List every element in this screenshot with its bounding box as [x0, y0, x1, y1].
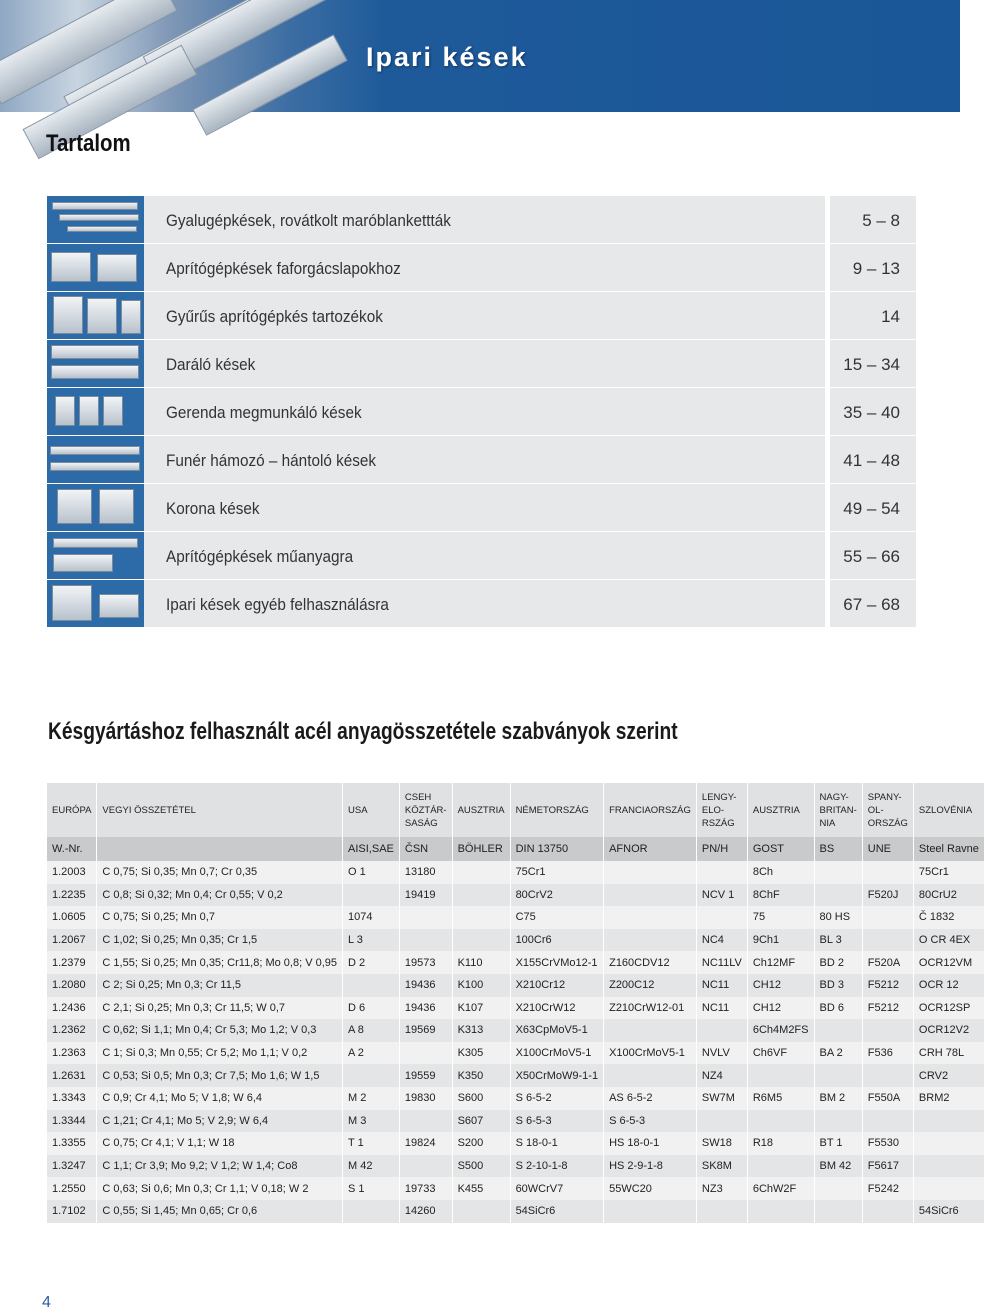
- table-cell: SW18: [696, 1132, 747, 1155]
- country-header-line: USA: [348, 804, 368, 816]
- table-cell: [452, 861, 510, 884]
- table-cell: S 6-5-3: [604, 1110, 697, 1133]
- table-cell: [399, 1110, 452, 1133]
- toc-item-label: Gyűrűs aprítógépkés tartozékok: [166, 307, 383, 326]
- country-header-line: ELO-: [701, 804, 725, 816]
- table-cell: [862, 929, 913, 952]
- table-cell: 19436: [399, 997, 452, 1020]
- table-cell: AS 6-5-2: [604, 1087, 697, 1110]
- table-cell: S 6-5-3: [510, 1110, 604, 1133]
- standard-header-cell: UNE: [862, 837, 913, 861]
- table-cell: [604, 1019, 697, 1042]
- table-cell: 1.0605: [47, 906, 97, 929]
- table-cell: X155CrVMo12-1: [510, 951, 604, 974]
- table-cell: Ch12MF: [747, 951, 814, 974]
- table-cell: C 2,1; Si 0,25; Mn 0,3; Cr 11,5; W 0,7: [97, 997, 343, 1020]
- table-cell: R6M5: [747, 1087, 814, 1110]
- table-cell: 1.2067: [47, 929, 97, 952]
- table-cell: 1.2363: [47, 1042, 97, 1065]
- table-row: [47, 1177, 984, 1200]
- toc-item-pages: 49 – 54: [843, 499, 900, 518]
- table-cell: OCR12V2: [913, 1019, 984, 1042]
- table-cell: [452, 906, 510, 929]
- table-cell: [452, 929, 510, 952]
- table-cell: 75Cr1: [913, 861, 984, 884]
- toc-item-label: Daráló kések: [166, 355, 256, 374]
- table-cell: CH12: [747, 997, 814, 1020]
- toc-thumbnail-photo: [47, 532, 144, 579]
- country-header-line: ORSZÁG: [867, 817, 908, 829]
- table-cell: [862, 1200, 913, 1223]
- table-row: [47, 861, 984, 884]
- country-header-line: EURÓPA: [52, 804, 92, 816]
- table-cell: CH12: [747, 974, 814, 997]
- table-cell: NCV 1: [696, 884, 747, 907]
- toc-item: [47, 340, 916, 388]
- table-row: [47, 997, 984, 1020]
- table-cell: [399, 1155, 452, 1178]
- country-header-line: NÉMETORSZÁG: [515, 804, 589, 816]
- table-cell: 1.3344: [47, 1110, 97, 1133]
- table-cell: BD 2: [814, 951, 862, 974]
- country-header-cell: [97, 783, 343, 837]
- toc-item: [47, 436, 916, 484]
- table-cell: 75Cr1: [510, 861, 604, 884]
- table-cell: 1.2379: [47, 951, 97, 974]
- table-cell: 1.3343: [47, 1087, 97, 1110]
- table-cell: C 0,9; Cr 4,1; Mo 5; V 1,8; W 6,4: [97, 1087, 343, 1110]
- table-cell: F520J: [862, 884, 913, 907]
- table-cell: Z210CrW12-01: [604, 997, 697, 1020]
- table-cell: 6Ch4M2FS: [747, 1019, 814, 1042]
- toc-item: [47, 388, 916, 436]
- standard-header-cell: ČSN: [399, 837, 452, 861]
- table-cell: SW7M: [696, 1087, 747, 1110]
- table-cell: [862, 1019, 913, 1042]
- table-row: [47, 974, 984, 997]
- table-cell: S500: [452, 1155, 510, 1178]
- table-cell: [343, 884, 400, 907]
- country-header-cell: [913, 783, 984, 837]
- table-cell: NC11: [696, 974, 747, 997]
- table-cell: 8Ch: [747, 861, 814, 884]
- table-cell: K313: [452, 1019, 510, 1042]
- table-cell: [814, 1064, 862, 1087]
- table-cell: 19419: [399, 884, 452, 907]
- table-cell: K305: [452, 1042, 510, 1065]
- standard-header-cell: BÖHLER: [452, 837, 510, 861]
- table-row: [47, 929, 984, 952]
- page-header: [0, 0, 960, 112]
- standard-header-cell: DIN 13750: [510, 837, 604, 861]
- toc-thumbnail-photo: [47, 196, 144, 243]
- toc-title: Tartalom: [46, 130, 131, 157]
- table-cell: 19824: [399, 1132, 452, 1155]
- toc-item-pages: 9 – 13: [852, 259, 900, 278]
- table-cell: 9Ch1: [747, 929, 814, 952]
- table-cell: C 1; Si 0,3; Mn 0,55; Cr 5,2; Mo 1,1; V 0,2: [97, 1042, 343, 1065]
- country-header-cell: [604, 783, 697, 837]
- table-cell: [452, 1200, 510, 1223]
- table-cell: BD 6: [814, 997, 862, 1020]
- table-cell: 80 HS: [814, 906, 862, 929]
- table-cell: O CR 4EX: [913, 929, 984, 952]
- country-header-line: NAGY-: [819, 791, 849, 803]
- toc-thumbnail-photo: [47, 580, 144, 627]
- table-row: [47, 1087, 984, 1110]
- table-cell: HS 18-0-1: [604, 1132, 697, 1155]
- table-cell: [399, 1042, 452, 1065]
- standard-header-cell: PN/H: [696, 837, 747, 861]
- country-header-line: SASÁG: [404, 817, 438, 829]
- toc-thumbnail-photo: [47, 340, 144, 387]
- table-cell: F5617: [862, 1155, 913, 1178]
- table-cell: D 2: [343, 951, 400, 974]
- toc-thumbnail-photo: [47, 484, 144, 531]
- table-cell: F550A: [862, 1087, 913, 1110]
- table-cell: S200: [452, 1132, 510, 1155]
- country-header-cell: [510, 783, 604, 837]
- table-cell: X210CrW12: [510, 997, 604, 1020]
- table-cell: 1.3247: [47, 1155, 97, 1178]
- table-cell: NZ4: [696, 1064, 747, 1087]
- header-title: Ipari kések: [366, 42, 528, 72]
- table-cell: L 3: [343, 929, 400, 952]
- country-header-line: CSEH: [404, 791, 432, 803]
- table-cell: [604, 861, 697, 884]
- table-cell: [399, 906, 452, 929]
- table-cell: M 2: [343, 1087, 400, 1110]
- country-header-cell: [862, 783, 913, 837]
- table-cell: [343, 1064, 400, 1087]
- table-cell: C 1,1; Cr 3,9; Mo 9,2; V 1,2; W 1,4; Co8: [97, 1155, 343, 1178]
- table-cell: HS 2-9-1-8: [604, 1155, 697, 1178]
- table-cell: K110: [452, 951, 510, 974]
- table-cell: R18: [747, 1132, 814, 1155]
- table-cell: [696, 1019, 747, 1042]
- table-cell: NVLV: [696, 1042, 747, 1065]
- country-header-line: SZLOVÉNIA: [918, 804, 973, 816]
- table-cell: 1.2362: [47, 1019, 97, 1042]
- table-cell: [862, 1110, 913, 1133]
- table-cell: X100CrMoV5-1: [510, 1042, 604, 1065]
- table-cell: CRH 78L: [913, 1042, 984, 1065]
- table-cell: S607: [452, 1110, 510, 1133]
- table-cell: C 1,02; Si 0,25; Mn 0,35; Cr 1,5: [97, 929, 343, 952]
- table-cell: [604, 884, 697, 907]
- page-number: 4: [42, 1294, 51, 1311]
- country-header-line: OL-: [867, 804, 884, 816]
- toc-thumbnail-photo: [47, 244, 144, 291]
- table-cell: C 0,75; Si 0,35; Mn 0,7; Cr 0,35: [97, 861, 343, 884]
- table-cell: 75: [747, 906, 814, 929]
- table-cell: C 0,75; Cr 4,1; V 1,1; W 18: [97, 1132, 343, 1155]
- table-cell: C 0,75; Si 0,25; Mn 0,7: [97, 906, 343, 929]
- header-knives-photo: [0, 0, 330, 112]
- table-cell: SK8M: [696, 1155, 747, 1178]
- toc-thumbnail-photo: [47, 436, 144, 483]
- toc-item-pages: 14: [881, 307, 900, 326]
- country-header-line: FRANCIAORSZÁG: [609, 804, 691, 816]
- table-cell: [747, 1200, 814, 1223]
- table-cell: 1.2631: [47, 1064, 97, 1087]
- country-header-line: VEGYI ÖSSZETÉTEL: [102, 804, 196, 816]
- toc-item-pages: 67 – 68: [843, 595, 900, 614]
- table-cell: [814, 1200, 862, 1223]
- table-cell: NZ3: [696, 1177, 747, 1200]
- toc-item-label: Aprítógépkések műanyagra: [166, 547, 354, 566]
- table-cell: 19733: [399, 1177, 452, 1200]
- table-cell: 19559: [399, 1064, 452, 1087]
- table-cell: BRM2: [913, 1087, 984, 1110]
- toc-item: [47, 484, 916, 532]
- toc-thumbnail-photo: [47, 388, 144, 435]
- toc-item-label: Korona kések: [166, 499, 260, 518]
- table-cell: [604, 906, 697, 929]
- table-cell: C 0,63; Si 0,6; Mn 0,3; Cr 1,1; V 0,18; W 2: [97, 1177, 343, 1200]
- table-cell: [814, 861, 862, 884]
- table-cell: [343, 974, 400, 997]
- table-cell: 1.7102: [47, 1200, 97, 1223]
- table-cell: [814, 1019, 862, 1042]
- table-cell: 8ChF: [747, 884, 814, 907]
- table-cell: [913, 1132, 984, 1155]
- country-header-line: RSZÁG: [701, 817, 735, 829]
- table-cell: 1074: [343, 906, 400, 929]
- table-cell: NC11: [696, 997, 747, 1020]
- toc-item-pages: 35 – 40: [843, 403, 900, 422]
- table-cell: C 2; Si 0,25; Mn 0,3; Cr 11,5: [97, 974, 343, 997]
- toc-item-label: Aprítógépkések faforgácslapokhoz: [166, 259, 401, 278]
- table-cell: O 1: [343, 861, 400, 884]
- standard-header-cell: GOST: [747, 837, 814, 861]
- table-cell: [747, 1155, 814, 1178]
- table-cell: NC11LV: [696, 951, 747, 974]
- table-cell: CRV2: [913, 1064, 984, 1087]
- toc-item: [47, 196, 916, 244]
- table-cell: [604, 1064, 697, 1087]
- toc-item: [47, 244, 916, 292]
- table-cell: [604, 1200, 697, 1223]
- table-cell: Z160CDV12: [604, 951, 697, 974]
- table-cell: [913, 1177, 984, 1200]
- table-cell: 1.2080: [47, 974, 97, 997]
- table-cell: C 0,62; Si 1,1; Mn 0,4; Cr 5,3; Mo 1,2; V 0,3: [97, 1019, 343, 1042]
- table-cell: 19573: [399, 951, 452, 974]
- table-cell: [814, 884, 862, 907]
- table-row: [47, 1019, 984, 1042]
- table-cell: Ch6VF: [747, 1042, 814, 1065]
- table-cell: OCR12SP: [913, 997, 984, 1020]
- country-header-line: BRITAN-: [819, 804, 857, 816]
- table-cell: D 6: [343, 997, 400, 1020]
- table-cell: S 18-0-1: [510, 1132, 604, 1155]
- table-cell: T 1: [343, 1132, 400, 1155]
- table-cell: X100CrMoV5-1: [604, 1042, 697, 1065]
- table-cell: BM 42: [814, 1155, 862, 1178]
- standard-header-cell: Steel Ravne: [913, 837, 984, 861]
- table-row: [47, 1132, 984, 1155]
- table-cell: [747, 1110, 814, 1133]
- table-cell: K107: [452, 997, 510, 1020]
- country-header-row: [47, 783, 984, 837]
- country-header-line: LENGY-: [701, 791, 737, 803]
- standard-header-cell: AISI,SAE: [343, 837, 400, 861]
- table-cell: 1.3355: [47, 1132, 97, 1155]
- table-row: [47, 1042, 984, 1065]
- table-row: [47, 951, 984, 974]
- table-cell: X50CrMoW9-1-1: [510, 1064, 604, 1087]
- table-cell: [747, 1064, 814, 1087]
- table-cell: OCR 12: [913, 974, 984, 997]
- standard-header-cell: AFNOR: [604, 837, 697, 861]
- table-cell: [399, 929, 452, 952]
- table-row: [47, 1110, 984, 1133]
- table-cell: 55WC20: [604, 1177, 697, 1200]
- steel-standards-table: [47, 783, 985, 1223]
- country-header-cell: [399, 783, 452, 837]
- table-cell: A 8: [343, 1019, 400, 1042]
- country-header-cell: [696, 783, 747, 837]
- table-cell: 19830: [399, 1087, 452, 1110]
- standard-header-cell: [97, 837, 343, 861]
- table-cell: 13180: [399, 861, 452, 884]
- table-cell: OCR12VM: [913, 951, 984, 974]
- table-cell: F5242: [862, 1177, 913, 1200]
- country-header-cell: [47, 783, 97, 837]
- country-header-line: SPANY-: [867, 791, 902, 803]
- table-cell: [814, 1177, 862, 1200]
- country-header-line: AUSZTRIA: [752, 804, 800, 816]
- table-cell: Č 1832: [913, 906, 984, 929]
- table-cell: F5530: [862, 1132, 913, 1155]
- table-cell: C 0,55; Si 1,45; Mn 0,65; Cr 0,6: [97, 1200, 343, 1223]
- toc-item: [47, 580, 916, 628]
- table-cell: F536: [862, 1042, 913, 1065]
- table-row: [47, 884, 984, 907]
- table-cell: 100Cr6: [510, 929, 604, 952]
- standards-header-row: [47, 837, 984, 861]
- table-cell: S 2-10-1-8: [510, 1155, 604, 1178]
- table-cell: S 6-5-2: [510, 1087, 604, 1110]
- toc-item-pages: 55 – 66: [843, 547, 900, 566]
- table-cell: 80CrV2: [510, 884, 604, 907]
- table-cell: Z200C12: [604, 974, 697, 997]
- country-header-cell: [452, 783, 510, 837]
- table-cell: 1.2436: [47, 997, 97, 1020]
- table-cell: [696, 861, 747, 884]
- table-cell: M 42: [343, 1155, 400, 1178]
- table-cell: 60WCrV7: [510, 1177, 604, 1200]
- table-cell: 1.2550: [47, 1177, 97, 1200]
- toc-item-label: Gyalugépkések, rovátkolt maróblankettták: [166, 211, 451, 230]
- table-cell: 19436: [399, 974, 452, 997]
- toc-thumbnail-photo: [47, 292, 144, 339]
- table-cell: BT 1: [814, 1132, 862, 1155]
- table-cell: [604, 929, 697, 952]
- table-cell: S 1: [343, 1177, 400, 1200]
- country-header-cell: [814, 783, 862, 837]
- table-cell: K100: [452, 974, 510, 997]
- table-cell: C 0,53; Si 0,5; Mn 0,3; Cr 7,5; Mo 1,6; W 1,5: [97, 1064, 343, 1087]
- table-cell: BM 2: [814, 1087, 862, 1110]
- toc-item-pages: 15 – 34: [843, 355, 900, 374]
- table-cell: [814, 1110, 862, 1133]
- table-cell: C 1,55; Si 0,25; Mn 0,35; Cr11,8; Mo 0,8; V 0,95: [97, 951, 343, 974]
- table-cell: F5212: [862, 997, 913, 1020]
- table-cell: M 3: [343, 1110, 400, 1133]
- table-cell: [696, 906, 747, 929]
- country-header-line: NIA: [819, 817, 836, 829]
- country-header-line: AUSZTRIA: [457, 804, 505, 816]
- toc-item-label: Ipari kések egyéb felhasználásra: [166, 595, 389, 614]
- table-cell: 80CrU2: [913, 884, 984, 907]
- standard-header-cell: W.-Nr.: [47, 837, 97, 861]
- table-cell: BL 3: [814, 929, 862, 952]
- steel-table-title: Késgyártáshoz felhasznált acél anyagösszetétele szabványok szerint: [48, 718, 678, 745]
- table-cell: 54SiCr6: [913, 1200, 984, 1223]
- table-cell: [862, 861, 913, 884]
- table-cell: X63CpMoV5-1: [510, 1019, 604, 1042]
- toc-item-label: Funér hámozó – hántoló kések: [166, 451, 377, 470]
- table-cell: C75: [510, 906, 604, 929]
- table-cell: [862, 1064, 913, 1087]
- toc-item-pages: 5 – 8: [862, 211, 900, 230]
- country-header-line: KÖZTÁR-: [404, 804, 447, 816]
- table-row: [47, 906, 984, 929]
- table-cell: K455: [452, 1177, 510, 1200]
- table-cell: 54SiCr6: [510, 1200, 604, 1223]
- table-cell: [343, 1200, 400, 1223]
- table-cell: NC4: [696, 929, 747, 952]
- table-cell: F520A: [862, 951, 913, 974]
- table-cell: 1.2003: [47, 861, 97, 884]
- table-row: [47, 1064, 984, 1087]
- country-header-cell: [747, 783, 814, 837]
- table-cell: C 1,21; Cr 4,1; Mo 5; V 2,9; W 6,4: [97, 1110, 343, 1133]
- toc-item-label: Gerenda megmunkáló kések: [166, 403, 362, 422]
- toc-item: [47, 532, 916, 580]
- standard-header-cell: BS: [814, 837, 862, 861]
- table-cell: A 2: [343, 1042, 400, 1065]
- table-row: [47, 1155, 984, 1178]
- table-cell: [913, 1155, 984, 1178]
- table-cell: [913, 1110, 984, 1133]
- table-cell: BD 3: [814, 974, 862, 997]
- table-cell: [862, 906, 913, 929]
- table-cell: X210Cr12: [510, 974, 604, 997]
- table-cell: K350: [452, 1064, 510, 1087]
- table-cell: [452, 884, 510, 907]
- toc-item-pages: 41 – 48: [843, 451, 900, 470]
- table-cell: S600: [452, 1087, 510, 1110]
- toc-item: [47, 292, 916, 340]
- table-cell: [696, 1200, 747, 1223]
- table-cell: 1.2235: [47, 884, 97, 907]
- table-cell: BA 2: [814, 1042, 862, 1065]
- table-cell: 14260: [399, 1200, 452, 1223]
- table-cell: 6ChW2F: [747, 1177, 814, 1200]
- table-cell: [696, 1110, 747, 1133]
- table-cell: C 0,8; Si 0,32; Mn 0,4; Cr 0,55; V 0,2: [97, 884, 343, 907]
- table-of-contents: [47, 196, 916, 628]
- table-cell: F5212: [862, 974, 913, 997]
- table-row: [47, 1200, 984, 1223]
- table-cell: 19569: [399, 1019, 452, 1042]
- country-header-cell: [343, 783, 400, 837]
